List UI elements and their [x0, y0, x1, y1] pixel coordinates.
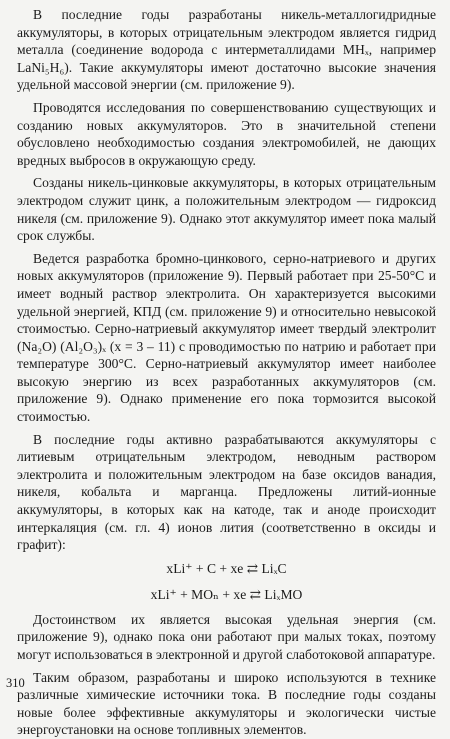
paragraph-bromine-zinc-sodium-sulfur: Ведется разработка бромно-цинкового, серно-натриевого и других новых аккумуляторов (приложение 9). Первый работает при 25-50°С и имеет водный раствор электролита. Он характеризуется высокими удельной энергией, КПД (см. приложение 9) и относительно невысокой стоимостью. Серно-натриевый аккумулятор имеет твердый электролит (Na₂O) (Al₂O₃)ₓ (x = 3 – 11) с проводимостью по натрию и работает при температуре 300°С. Серно-натриевый аккумулятор имеет наиболее высокую энергию из всех разработанных аккумуляторов (см. приложение 9). Однако применение его пока тормозится высокой стоимостью.: [17, 250, 436, 425]
equation-graphite-intercalation: xLi⁺ + C + xe ⇄ LiₓC: [166, 560, 287, 576]
paragraph-lithium-ion: В последние годы активно разрабатываются аккумуляторы с литиевым отрицательным электродом, неводным раствором электролита и положительным электродом на базе оксидов ванадия, никеля, кобальта и марганца. Предложены литий-ионные аккумуляторы, в которых как на катоде, так и аноде происходит интеркаляция (см. гл. 4) ионов лития (соответственно в оксиды и графит):: [17, 431, 436, 553]
paragraph-nickel-zinc: Созданы никель-цинковые аккумуляторы, в которых отрицательным электродом служит цинк, а положительным электродом — гидроксид никеля (см. приложение 9). Однако этот аккумулятор имеет пока малый срок службы.: [17, 175, 436, 244]
paragraph-advantages: Достоинством их является высокая удельная энергия (см. приложение 9), однако пока они работают при малых токах, поэтому могут использоваться в электронной и другой слаботоковой аппаратуре.: [17, 611, 436, 662]
paragraph-conclusion: Таким образом, разработаны и широко используются в технике различные химические источники тока. В последние годы созданы новые более эффективные аккумуляторы и экологически чистые энергоустановки на основе топливных элементов.: [17, 669, 436, 738]
page-number: 310: [6, 676, 25, 690]
paragraph-research: Проводятся исследования по совершенствованию существующих и созданию новых аккумуляторов. Это в значительной степени обусловлено необходимостью создания электромобилей, не дающих вредных выбросов в окружающую среду.: [17, 99, 436, 168]
equation-oxide-intercalation: xLi⁺ + MOₙ + xe ⇄ LiₓMO: [150, 586, 303, 602]
paragraph-nimh-batteries: В последние годы разработаны никель-металлогидридные аккумуляторы, в которых отрицательным электродом является гидрид металла (соединение водорода с интерметаллидами MHₓ, например LaNi₅H₆). Такие аккумуляторы имеют достаточно высокие значения удельной массовой энергии (см. приложение 9).: [17, 7, 436, 93]
